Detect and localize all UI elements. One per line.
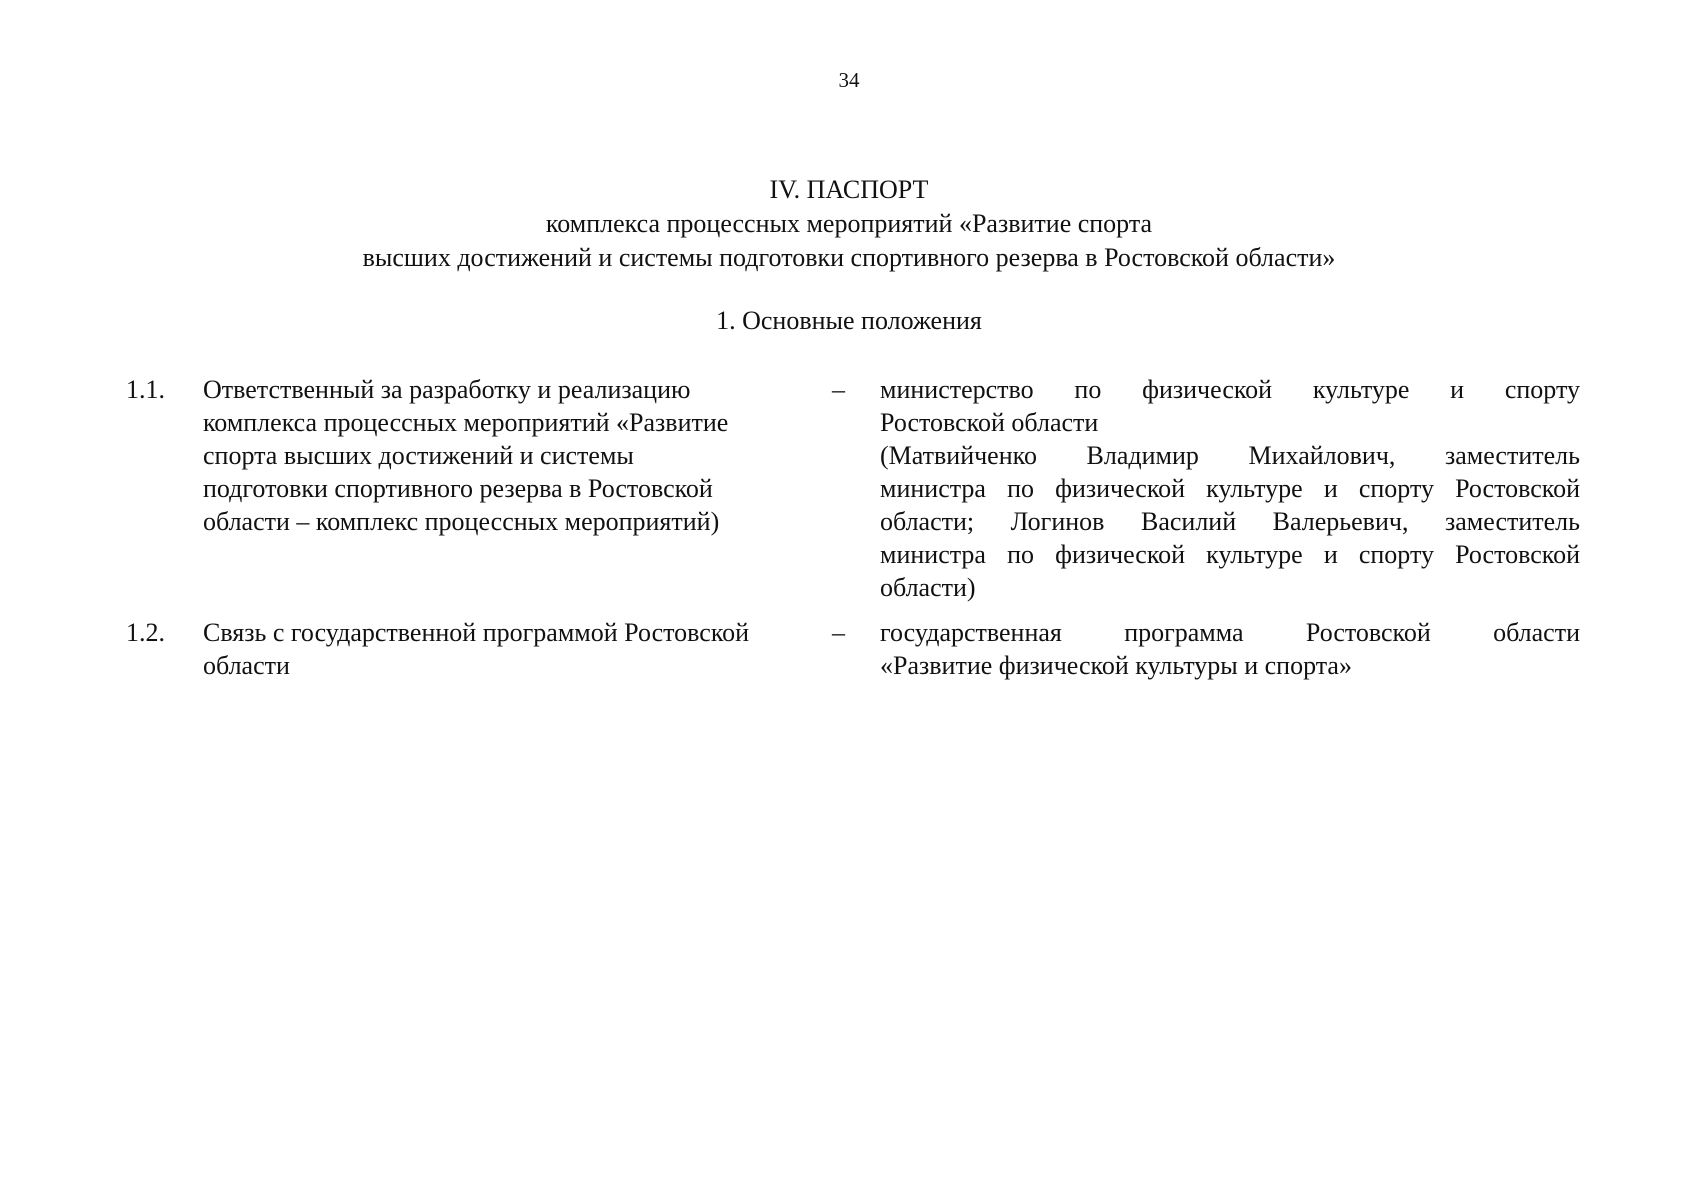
row-value-line: государственная программа Ростовской области <box>880 618 1580 647</box>
provision-row-1-1 <box>0 373 1698 604</box>
row-number: 1.1. <box>126 375 165 404</box>
row-value-line: министра по физической культуре и спорту Ростовской <box>880 474 1580 503</box>
row-value-line: министерство по физической культуре и спорту <box>880 375 1580 404</box>
row-label-line: области <box>203 651 290 680</box>
provisions-list <box>0 373 1698 682</box>
row-value-line: (Матвийченко Владимир Михайлович, заместитель <box>880 441 1580 470</box>
row-value-line: министра по физической культуре и спорту Ростовской <box>880 540 1580 569</box>
row-value-line: области) <box>880 573 976 602</box>
row-number: 1.2. <box>126 618 165 647</box>
row-dash: – <box>832 618 845 647</box>
heading-line-3: высших достижений и системы подготовки спортивного резерва в Ростовской области» <box>362 243 1336 272</box>
row-value <box>880 373 1580 604</box>
section-title: 1. Основные положения <box>716 306 982 335</box>
row-dash: – <box>832 375 845 404</box>
row-label <box>203 373 813 604</box>
row-value-line: Ростовской области <box>880 408 1099 437</box>
heading-line-2: комплекса процессных мероприятий «Развитие спорта <box>545 209 1153 238</box>
row-value <box>880 616 1580 682</box>
row-value-line: «Развитие физической культуры и спорта» <box>880 651 1352 680</box>
row-value-line: области; Логинов Василий Валерьевич, заместитель <box>880 507 1580 536</box>
row-label-line: комплекса процессных мероприятий «Развитие <box>203 408 729 437</box>
row-label-line: Ответственный за разработку и реализацию <box>203 375 691 404</box>
row-label <box>203 616 813 682</box>
provision-row-1-2 <box>0 616 1698 682</box>
row-label-line: Связь с государственной программой Ростовской <box>203 618 750 647</box>
heading-line-1: IV. ПАСПОРТ <box>769 175 929 204</box>
row-label-line: области – комплекс процессных мероприятий) <box>203 507 720 536</box>
page-number: 34 <box>838 68 860 92</box>
passport-heading <box>0 173 1698 275</box>
row-label-line: подготовки спортивного резерва в Ростовской <box>203 474 713 503</box>
row-label-line: спорта высших достижений и системы <box>203 441 634 470</box>
